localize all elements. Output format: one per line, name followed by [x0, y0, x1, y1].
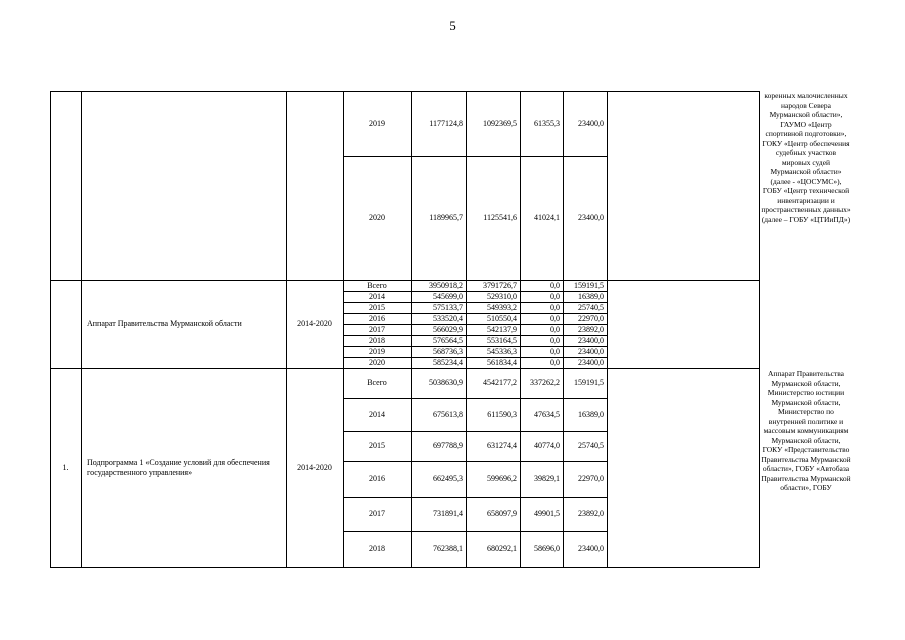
federal-cell: 4542177,2: [483, 378, 517, 387]
table-vline: [607, 91, 608, 567]
other-cell: 16389,0: [578, 291, 604, 301]
federal-cell: 561834,4: [487, 357, 517, 367]
total-cell: 731891,4: [433, 509, 463, 518]
other-cell: 23400,0: [578, 335, 604, 345]
year-cell: 2016: [369, 474, 385, 483]
regional-cell: 40774,0: [534, 441, 560, 450]
year-cell: 2017: [369, 509, 385, 518]
year-cell: 2014: [369, 409, 385, 419]
regional-cell: 41024,1: [534, 213, 560, 222]
total-cell: 1189965,7: [429, 213, 463, 222]
other-cell: 23400,0: [578, 544, 604, 553]
regional-cell: 0,0: [550, 357, 560, 367]
regional-cell: 337262,2: [530, 378, 560, 387]
regional-cell: 39829,1: [534, 474, 560, 483]
total-cell: 762388,1: [433, 544, 463, 553]
federal-cell: 553164,5: [487, 335, 517, 345]
total-cell: 585234,4: [433, 357, 463, 367]
period-cell: 2014-2020: [297, 462, 332, 472]
other-cell: 22970,0: [578, 313, 604, 323]
year-cell: 2018: [369, 335, 385, 345]
year-cell: 2017: [369, 324, 385, 334]
federal-cell: 529310,0: [487, 291, 517, 301]
total-cell: 575133,7: [433, 302, 463, 312]
federal-cell: 1092369,5: [483, 118, 517, 128]
year-cell: 2018: [369, 544, 385, 553]
total-cell: 3950918,2: [429, 280, 463, 290]
federal-cell: 3791726,7: [483, 280, 517, 290]
program-name: Аппарат Правительства Мурманской области: [87, 319, 242, 328]
regional-cell: 47634,5: [534, 409, 560, 419]
total-cell: 697788,9: [433, 441, 463, 450]
federal-cell: 1125541,6: [483, 213, 517, 222]
regional-cell: 0,0: [550, 280, 560, 290]
total-cell: 533520,4: [433, 313, 463, 323]
responsible-executors-text: коренных малочисленных народов Севера Мурманской области», ГАУМО «Центр спортивной подготовки», ГОКУ «Центр обеспечения судебных участков мировых судей Мурманской области» (далее - «ЦОСУМС»), ГОБУ «Центр технической инвентаризации и пространственных данных» (далее – ГОБУ «ЦТИиПД»): [761, 91, 851, 224]
other-cell: 23892,0: [578, 509, 604, 518]
other-cell: 23400,0: [578, 213, 604, 222]
other-cell: 23892,0: [578, 324, 604, 334]
total-cell: 662495,3: [433, 474, 463, 483]
regional-cell: 0,0: [550, 346, 560, 356]
other-cell: 16389,0: [578, 409, 604, 419]
other-cell: 25740,5: [578, 302, 604, 312]
year-cell: 2016: [369, 313, 385, 323]
table-vline: [81, 91, 82, 567]
page-number: 5: [449, 18, 456, 33]
other-cell: 25740,5: [578, 441, 604, 450]
table-hline: [50, 567, 760, 568]
year-cell: 2020: [369, 357, 385, 367]
total-cell: 566029,9: [433, 324, 463, 334]
responsible-executors-text: Аппарат Правительства Мурманской области, Министерство юстиции Мурманской области, Министерство по внутренней политике и массовым коммуникациям Мурманской области, ГОКУ «Представительство Правительства Мурманской области», ГОБУ «Автобаза Правительства Мурманской области», ГОБУ: [761, 369, 851, 492]
total-cell: 568736,3: [433, 346, 463, 356]
year-cell: 2019: [369, 346, 385, 356]
year-cell: 2015: [369, 302, 385, 312]
federal-cell: 658097,9: [487, 509, 517, 518]
year-cell: 2019: [369, 118, 385, 128]
regional-cell: 58696,0: [534, 544, 560, 553]
year-cell: 2020: [369, 213, 385, 222]
federal-cell: 599696,2: [487, 474, 517, 483]
program-name: Подпрограмма 1 «Создание условий для обеспечения государственного управления»: [87, 457, 270, 477]
federal-cell: 611590,3: [487, 409, 517, 419]
other-cell: 23400,0: [578, 357, 604, 367]
regional-cell: 61355,3: [534, 118, 560, 128]
table-vline: [759, 91, 760, 567]
other-cell: 159191,5: [574, 280, 604, 290]
total-cell: 545699,0: [433, 291, 463, 301]
federal-cell: 510550,4: [487, 313, 517, 323]
regional-cell: 0,0: [550, 302, 560, 312]
year-cell: 2015: [369, 441, 385, 450]
period-cell: 2014-2020: [297, 319, 332, 328]
total-cell: 5038630,9: [429, 378, 463, 387]
regional-cell: 0,0: [550, 335, 560, 345]
federal-cell: 631274,4: [487, 441, 517, 450]
regional-cell: 0,0: [550, 324, 560, 334]
other-cell: 23400,0: [578, 118, 604, 128]
regional-cell: 0,0: [550, 291, 560, 301]
other-cell: 159191,5: [574, 378, 604, 387]
federal-cell: 680292,1: [487, 544, 517, 553]
year-cell: Всего: [367, 280, 387, 290]
year-cell: Всего: [367, 378, 387, 387]
regional-cell: 49901,5: [534, 509, 560, 518]
total-cell: 1177124,8: [429, 118, 463, 128]
regional-cell: 0,0: [550, 313, 560, 323]
federal-cell: 542137,9: [487, 324, 517, 334]
year-cell: 2014: [369, 291, 385, 301]
other-cell: 22970,0: [578, 474, 604, 483]
other-cell: 23400,0: [578, 346, 604, 356]
federal-cell: 549393,2: [487, 302, 517, 312]
row-index: 1.: [62, 462, 69, 472]
federal-cell: 545336,3: [487, 346, 517, 356]
total-cell: 675613,8: [433, 409, 463, 419]
total-cell: 576564,5: [433, 335, 463, 345]
